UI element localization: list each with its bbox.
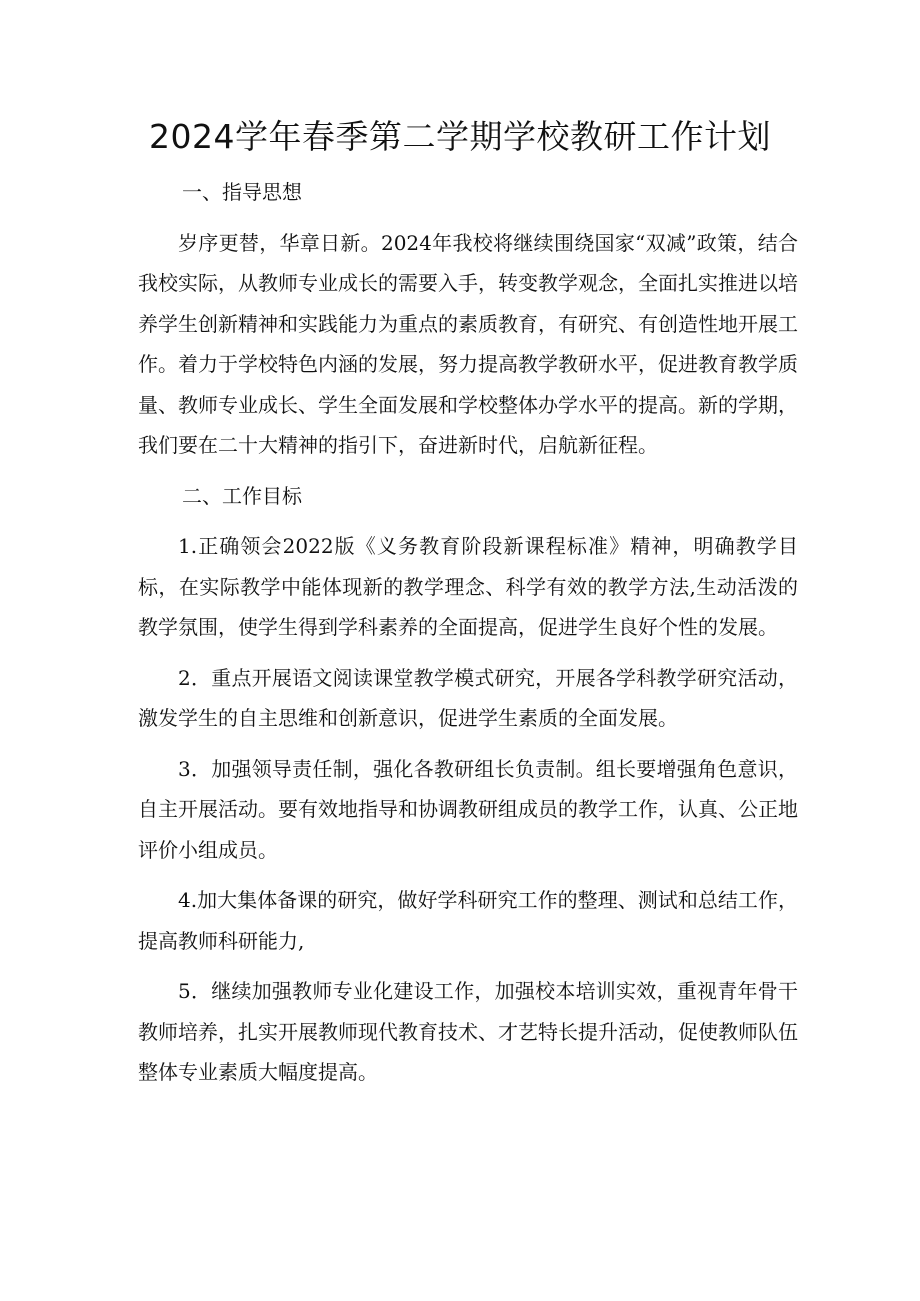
goal-item-1: 1.正确领会2022版《义务教育阶段新课程标准》精神，明确教学目标，在实际教学中能体现新的教学理念、科学有效的教学方法,生动活泼的教学氛围，使学生得到学科素养的全面提高，促进学生良好个性的发展。 — [138, 534, 798, 639]
goal-item-2: 2．重点开展语文阅读课堂教学模式研究，开展各学科教学研究活动，激发学生的自主思维和创新意识，促进学生素质的全面发展。 — [138, 665, 798, 730]
document-title: 2024学年春季第二学期学校教研工作计划 — [149, 117, 771, 156]
section-heading-work-goals: 二、工作目标 — [182, 483, 302, 508]
document-body — [138, 172, 798, 1103]
goal-item-3: 3．加强领导责任制，强化各教研组长负责制。组长要增强角色意识，自主开展活动。要有效地指导和协调教研组成员的教学工作，认真、公正地评价小组成员。 — [138, 756, 798, 862]
paragraph-guiding-ideology: 岁序更替，华章日新。2024年我校将继续围绕国家“双减”政策，结合我校实际，从教师专业成长的需要入手，转变教学观念，全面扎实推进以培养学生创新精神和实践能力为重点的素质教育，有研究、有创造性地开展工作。着力于学校特色内涵的发展，努力提高教学教研水平，促进教育教学质量、教师专业成长、学生全面发展和学校整体办学水平的提高。新的学期，我们要在二十大精神的指引下，奋进新时代，启航新征程。 — [138, 230, 798, 457]
goal-item-5: 5．继续加强教师专业化建设工作，加强校本培训实效，重视青年骨干教师培养，扎实开展教师现代教育技术、才艺特长提升活动，促使教师队伍整体专业素质大幅度提高。 — [138, 979, 798, 1084]
section-heading-guiding-ideology: 一、指导思想 — [182, 180, 302, 204]
goal-item-4: 4.加大集体备课的研究，做好学科研究工作的整理、测试和总结工作，提高教师科研能力, — [138, 888, 798, 953]
